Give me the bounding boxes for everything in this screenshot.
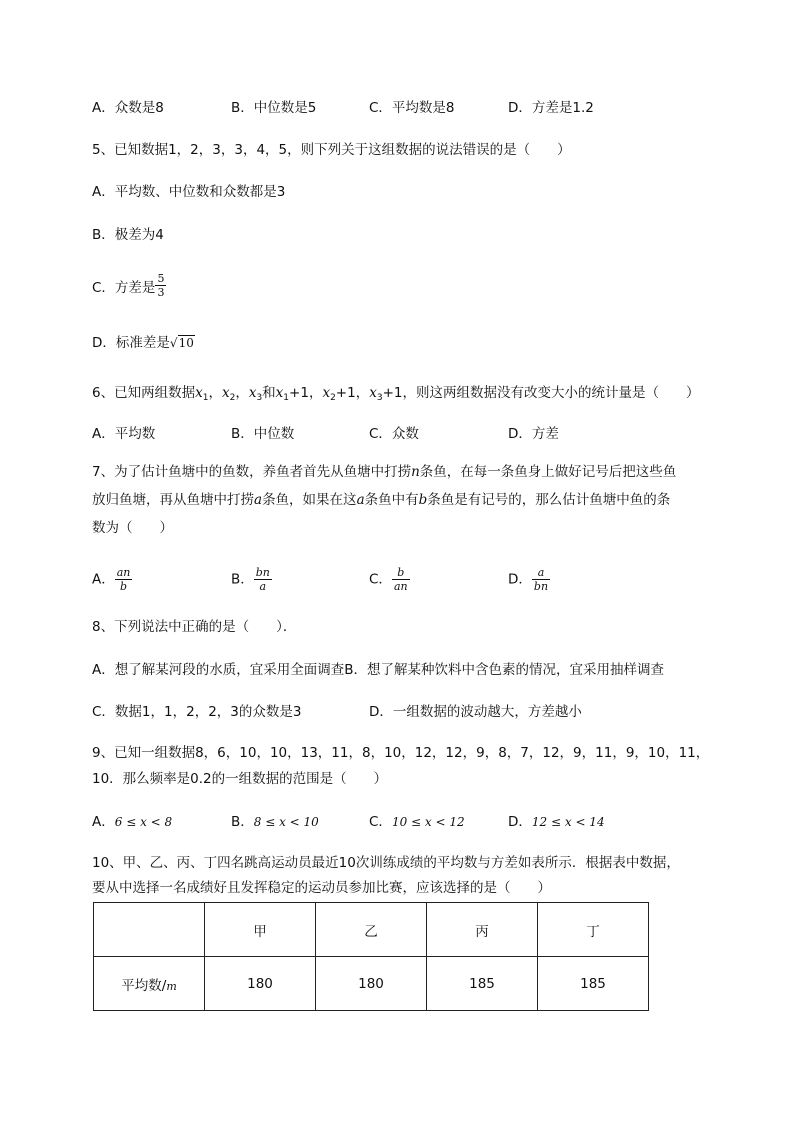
var-x: x xyxy=(248,385,257,401)
table-cell: 185 xyxy=(427,957,538,1011)
q4-option-a: A．众数是8 xyxy=(92,100,164,116)
row-label-unit: m xyxy=(166,979,177,993)
fraction-denominator: bn xyxy=(533,580,549,593)
var-a: a xyxy=(356,492,365,508)
inequality: 10 ≤ x < 12 xyxy=(391,815,465,829)
subscript: 3 xyxy=(376,393,383,403)
q4-options xyxy=(0,98,794,118)
q9-stem-line2: 10．那么频率是0.2的一组数据的范围是（ ） xyxy=(92,771,388,787)
fraction-numerator: an xyxy=(116,566,131,579)
table-cell: 180 xyxy=(316,957,427,1011)
fraction-denominator: b xyxy=(120,580,128,593)
subscript: 2 xyxy=(330,393,336,403)
fraction-denominator: an xyxy=(393,580,408,593)
text: 条鱼是有记号的，那么估计鱼塘中鱼的条 xyxy=(427,492,671,508)
fraction-numerator: 5 xyxy=(157,272,165,285)
separator: ， xyxy=(235,385,249,401)
sqrt-radicand: 10 xyxy=(178,336,194,350)
q5-stem: 5、已知数据1，2，3，3，4，5，则下列关于这组数据的说法错误的是（ ） xyxy=(92,142,571,158)
q7-option-a xyxy=(92,566,132,593)
fraction xyxy=(254,566,272,593)
table-header-cell xyxy=(94,903,205,957)
text: 条鱼中有 xyxy=(364,492,419,508)
q7-option-d xyxy=(508,566,550,593)
q5-option-d xyxy=(92,333,195,353)
var-x: x xyxy=(275,385,284,401)
q8-option-ab: A．想了解某河段的水质，宜采用全面调查B．想了解某种饮料中含色素的情况，宜采用抽样调查 xyxy=(92,662,664,678)
var-a: a xyxy=(254,492,263,508)
q9-option-a xyxy=(92,812,172,832)
q7-stem-line3: 数为（ ） xyxy=(92,520,173,536)
subscript: 1 xyxy=(202,393,209,403)
q7-stem-line2 xyxy=(92,490,670,510)
var-n: n xyxy=(411,464,420,480)
fraction-numerator: bn xyxy=(255,566,270,579)
text: 放归鱼塘，再从鱼塘中打捞 xyxy=(92,492,254,508)
q5-option-c xyxy=(92,272,166,299)
q8-option-c: C．数据1，1，2，2，3的众数是3 xyxy=(92,704,302,720)
var-x: x xyxy=(369,385,377,401)
conjunction: 和 xyxy=(262,385,276,401)
var-x: x xyxy=(195,385,203,401)
table-row-label xyxy=(94,957,205,1011)
subscript: 3 xyxy=(256,393,263,403)
q10-stem-line1: 10、甲、乙、丙、丁四名跳高运动员最近10次训练成绩的平均数与方差如表所示．根据表中数据， xyxy=(92,855,680,871)
separator: ， xyxy=(355,385,370,401)
option-label: C． xyxy=(369,571,392,588)
inequality: 8 ≤ x < 10 xyxy=(253,815,319,829)
var-x: x xyxy=(221,385,230,401)
q6-option-a: A．平均数 xyxy=(92,426,156,442)
table-cell: 180 xyxy=(205,957,316,1011)
subscript: 1 xyxy=(283,393,290,403)
q5-option-c-fraction xyxy=(155,272,166,299)
q5-option-c-text: C．方差是 xyxy=(92,280,156,296)
q5-option-b: B．极差为4 xyxy=(92,227,164,243)
q9-option-b xyxy=(231,812,319,832)
plus-one: +1 xyxy=(335,385,356,401)
table-header-row xyxy=(94,903,649,957)
option-label: C． xyxy=(369,814,392,830)
fraction-numerator: a xyxy=(532,566,550,580)
q6-stem xyxy=(92,383,699,408)
q7-option-b xyxy=(231,566,272,593)
q5-option-a: A．平均数、中位数和众数都是3 xyxy=(92,184,286,200)
inequality: 12 ≤ x < 14 xyxy=(531,815,605,829)
option-label: A． xyxy=(92,814,115,830)
text: 条鱼，在每一条鱼身上做好记号后把这些鱼 xyxy=(419,464,677,480)
q9-option-c xyxy=(369,812,465,832)
fraction-numerator: b xyxy=(392,566,410,580)
table-header-cell: 丙 xyxy=(427,903,538,957)
var-b: b xyxy=(418,492,428,508)
q7-stem-line1 xyxy=(92,462,676,482)
row-label-text: 平均数/ xyxy=(121,977,167,994)
fraction-denominator: a xyxy=(259,580,267,593)
plus-one: +1 xyxy=(382,385,403,401)
q6-stem-tail: ，则这两组数据没有改变大小的统计量是（ ） xyxy=(402,385,700,401)
q9-option-d xyxy=(508,812,605,832)
q5-option-d-text: D．标准差是 xyxy=(92,335,170,351)
option-label: A． xyxy=(92,571,115,588)
sqrt-expression: √10 xyxy=(169,336,194,350)
text: 条鱼，如果在这 xyxy=(262,492,357,508)
option-label: B． xyxy=(231,571,254,588)
text: 7、为了估计鱼塘中的鱼数，养鱼者首先从鱼塘中打捞 xyxy=(92,464,412,480)
subscript: 2 xyxy=(229,393,236,403)
option-label: B． xyxy=(231,814,254,830)
scores-table xyxy=(93,902,649,1011)
table-header-cell: 乙 xyxy=(316,903,427,957)
q4-option-d: D．方差是1.2 xyxy=(508,100,594,116)
table-header-cell: 丁 xyxy=(538,903,649,957)
var-x: x xyxy=(322,385,331,401)
table-cell: 185 xyxy=(538,957,649,1011)
q8-stem: 8、下列说法中正确的是（ ）． xyxy=(92,619,297,635)
q7-options xyxy=(0,566,794,596)
separator: ， xyxy=(308,385,323,401)
fraction xyxy=(115,566,133,593)
q6-stem-text: 6、已知两组数据 xyxy=(92,385,196,401)
q8-option-d: D．一组数据的波动越大，方差越小 xyxy=(369,704,582,720)
q4-option-b: B．中位数是5 xyxy=(231,100,317,116)
fraction xyxy=(392,566,410,593)
q7-option-c xyxy=(369,566,410,593)
fraction xyxy=(532,566,550,593)
q10-stem-line2: 要从中选择一名成绩好且发挥稳定的运动员参加比赛，应该选择的是（ ） xyxy=(92,880,551,896)
q6-option-d: D．方差 xyxy=(508,426,559,442)
table-header-cell: 甲 xyxy=(205,903,316,957)
q9-stem-line1: 9、已知一组数据8，6，10，10，13，11，8，10，12，12，9，8，7，12，9，11，9，10，11， xyxy=(92,745,710,761)
separator: ， xyxy=(208,385,222,401)
q4-option-c: C．平均数是8 xyxy=(369,100,455,116)
inequality: 6 ≤ x < 8 xyxy=(114,815,173,829)
option-label: D． xyxy=(508,571,532,588)
table-row xyxy=(94,957,649,1011)
q6-option-b: B．中位数 xyxy=(231,426,295,442)
q6-option-c: C．众数 xyxy=(369,426,419,442)
plus-one: +1 xyxy=(289,385,309,401)
fraction-denominator: 3 xyxy=(157,286,165,299)
option-label: D． xyxy=(508,814,532,830)
